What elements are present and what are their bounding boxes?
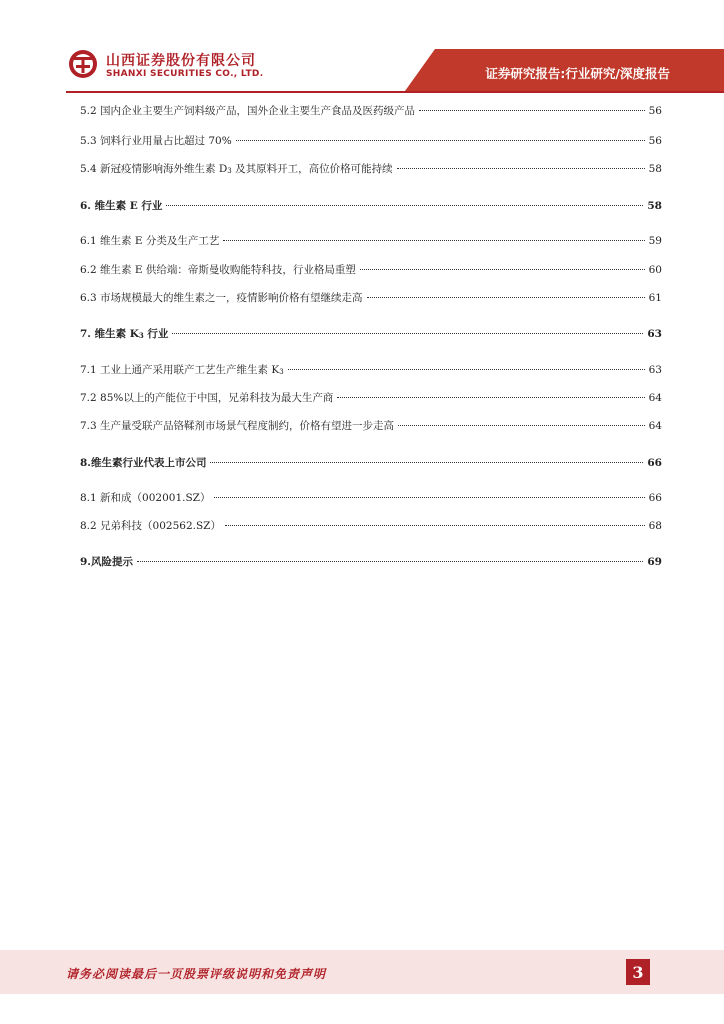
- toc-entry-label: 8.1 新和成（002001.SZ）: [80, 492, 211, 504]
- header-divider: [66, 91, 724, 93]
- toc-leader-dots: [166, 204, 643, 206]
- toc-leader-dots: [137, 560, 643, 562]
- toc-leader-dots: [337, 396, 644, 398]
- toc-page-number: 60: [648, 264, 662, 276]
- toc-entry-label: 5.2 国内企业主要生产饲料级产品，国外企业主要生产食品及医药级产品: [80, 105, 416, 117]
- toc-entry-label: 8.维生素行业代表上市公司: [80, 457, 207, 469]
- toc-leader-dots: [236, 139, 645, 141]
- toc-page-number: 63: [648, 364, 662, 376]
- shanxi-securities-logo-icon: [68, 49, 98, 79]
- toc-leader-dots: [210, 461, 643, 463]
- toc-page-number: 58: [647, 200, 662, 212]
- toc-leader-dots: [397, 167, 645, 169]
- toc-entry-5-4[interactable]: [80, 161, 662, 176]
- toc-entry-label: 7. 维生素 K3 行业: [80, 328, 169, 340]
- toc-page-number: 59: [648, 235, 662, 247]
- toc-entry-6-3[interactable]: [80, 290, 662, 305]
- toc-leader-dots: [225, 524, 645, 526]
- toc-leader-dots: [367, 296, 645, 298]
- toc-entry-9[interactable]: [80, 554, 662, 569]
- toc-page-number: 58: [648, 163, 662, 175]
- toc-entry-label: 6.1 维生素 E 分类及生产工艺: [80, 235, 220, 247]
- toc-page-number: 66: [648, 492, 662, 504]
- toc-entry-label: 8.2 兄弟科技（002562.SZ）: [80, 520, 221, 532]
- toc-page-number: 63: [647, 328, 662, 340]
- toc-entry-label: 7.3 生产量受联产品铬鞣剂市场景气程度制约，价格有望进一步走高: [80, 420, 395, 432]
- toc-leader-dots: [419, 109, 645, 111]
- toc-entry-label: 7.1 工业上通产采用联产工艺生产维生素 K3: [80, 364, 284, 376]
- company-name-en: SHANXI SECURITIES CO., LTD.: [106, 69, 264, 79]
- toc-leader-dots: [360, 268, 645, 270]
- page-number: 3: [626, 959, 650, 985]
- toc-entry-label: 6.2 维生素 E 供给端：帝斯曼收购能特科技，行业格局重塑: [80, 264, 356, 276]
- toc-entry-7-1[interactable]: [80, 362, 662, 377]
- toc-entry-label: 5.4 新冠疫情影响海外维生素 D3 及其原料开工，高位价格可能持续: [80, 163, 393, 175]
- toc-leader-dots: [398, 424, 645, 426]
- toc-entry-label: 6. 维生素 E 行业: [80, 200, 163, 212]
- toc-page-number: 66: [647, 457, 662, 469]
- toc-page-number: 64: [648, 420, 662, 432]
- toc-entry-8[interactable]: [80, 455, 662, 470]
- toc-page-number: 68: [648, 520, 662, 532]
- toc-leader-dots: [223, 239, 644, 241]
- toc-page-number: 64: [648, 392, 662, 404]
- toc-entry-8-1[interactable]: [80, 490, 662, 505]
- toc-entry-8-2[interactable]: [80, 518, 662, 533]
- toc-leader-dots: [172, 332, 643, 334]
- toc-leader-dots: [288, 368, 645, 370]
- toc-page-number: 56: [648, 135, 662, 147]
- toc-entry-label: 6.3 市场规模最大的维生素之一，疫情影响价格有望继续走高: [80, 292, 363, 304]
- toc-entry-7[interactable]: [80, 326, 662, 341]
- toc-entry-label: 5.3 饲料行业用量占比超过 70%: [80, 135, 232, 147]
- toc-entry-label: 9.风险提示: [80, 556, 133, 568]
- toc-entry-6-2[interactable]: [80, 262, 662, 277]
- toc-leader-dots: [214, 496, 644, 498]
- toc-entry-5-3[interactable]: [80, 133, 662, 148]
- page-header: [0, 0, 724, 92]
- footer-disclaimer: 请务必阅读最后一页股票评级说明和免责声明: [66, 967, 327, 981]
- toc-entry-5-2[interactable]: [80, 103, 662, 118]
- toc-entry-7-2[interactable]: [80, 390, 662, 405]
- toc-page-number: 56: [648, 105, 662, 117]
- toc-entry-6[interactable]: [80, 198, 662, 213]
- company-name-cn: 山西证券股份有限公司: [106, 53, 256, 69]
- toc-page-number: 69: [647, 556, 662, 568]
- report-type-label: 证券研究报告:行业研究/深度报告: [485, 66, 670, 81]
- toc-entry-6-1[interactable]: [80, 233, 662, 248]
- toc-entry-7-3[interactable]: [80, 418, 662, 433]
- toc-page-number: 61: [648, 292, 662, 304]
- toc-entry-label: 7.2 85%以上的产能位于中国，兄弟科技为最大生产商: [80, 392, 334, 404]
